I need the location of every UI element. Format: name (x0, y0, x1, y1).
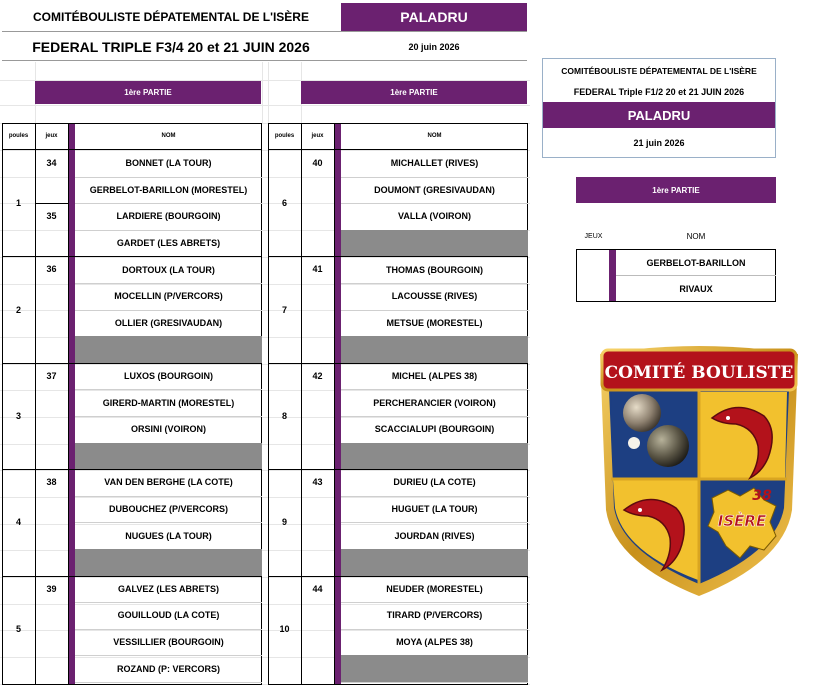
crest-region-text: ISÈRE (717, 512, 767, 530)
final-competition-title: FEDERAL Triple F1/2 20 et 21 JUIN 2026 (573, 86, 745, 97)
left-team-name: OLLIER (GRESIVAUDAN) (75, 310, 262, 338)
right-jeux-sep (334, 123, 335, 685)
final-purple-stripe (609, 250, 616, 301)
left-team-name: BONNET (LA TOUR) (75, 150, 262, 178)
right-poule-number: 7 (281, 304, 287, 315)
left-jeux-line (35, 203, 68, 204)
left-team-name: VAN DEN BERGHE (LA COTE) (75, 469, 262, 497)
competition-title: FEDERAL TRIPLE F3/4 20 et 21 JUIN 2026 (32, 38, 310, 55)
right-team-name: SCACCIALUPI (BOURGOIN) (341, 416, 528, 444)
right-empty-slot (341, 549, 528, 577)
left-jeux-number: 36 (46, 264, 57, 275)
left-empty-slot (75, 549, 262, 577)
left-team-name: DUBOUCHEZ (P/VERCORS) (75, 496, 262, 524)
comite-bouliste-crest (594, 340, 804, 600)
right-poule-number: 9 (281, 517, 287, 528)
right-jeux-number: 44 (312, 583, 323, 594)
left-team-name: LUXOS (BOURGOIN) (75, 363, 262, 391)
left-poule-number: 3 (15, 411, 21, 421)
left-team-name: LARDIERE (BOURGOIN) (75, 203, 262, 231)
right-poule-sep (301, 123, 302, 685)
right-team-name: NEUDER (MORESTEL) (341, 576, 528, 604)
left-team-name: GIRERD-MARTIN (MORESTEL) (75, 389, 262, 417)
left-poule-number: 4 (15, 517, 21, 528)
left-jeux-number: 37 (46, 370, 57, 381)
crest-quadrant-tr (700, 392, 787, 478)
left-team-name: MOCELLIN (P/VERCORS) (75, 283, 262, 311)
left-team-name: NUGUES (LA TOUR) (75, 522, 262, 550)
right-jeux-header: jeux (311, 133, 324, 139)
left-poule-number: 2 (15, 304, 21, 315)
cochonnet-icon (628, 437, 640, 449)
right-team-name: MICHEL (ALPES 38) (341, 363, 528, 391)
left-team-name: GERBELOT-BARILLON (MORESTEL) (75, 177, 262, 205)
final-org-title: COMITÉBOULISTE DÉPATEMENTAL DE L'ISÈRE (561, 66, 757, 76)
right-empty-slot (341, 443, 528, 471)
left-jeux-number: 34 (46, 158, 57, 168)
competition-date: 20 juin 2026 (408, 41, 460, 52)
right-poule-number: 6 (281, 198, 287, 209)
left-purple-stripe (68, 123, 75, 685)
right-empty-slot (341, 230, 528, 258)
right-team-name: PERCHERANCIER (VOIRON) (341, 389, 528, 417)
left-team-name: VESSILLIER (BOURGOIN) (75, 629, 262, 657)
right-partie-bar: 1ère PARTIE (301, 81, 527, 104)
left-nom-header: NOM (161, 133, 176, 139)
right-poules-header: poules (274, 133, 295, 139)
right-team-name: METSUE (MORESTEL) (341, 310, 528, 338)
left-empty-slot (75, 443, 262, 471)
left-team-name: DORTOUX (LA TOUR) (75, 256, 262, 284)
right-purple-stripe (334, 123, 341, 685)
boule-icon (647, 425, 689, 467)
left-draw-table (2, 123, 262, 685)
right-team-name: MICHALLET (RIVES) (341, 150, 528, 178)
final-location-banner: PALADRU (543, 102, 775, 128)
final-name-2: RIVAUX (679, 283, 713, 294)
left-poule-number: 5 (15, 623, 21, 634)
right-jeux-number: 43 (312, 477, 323, 488)
left-poule-number: 1 (15, 198, 21, 209)
right-jeux-number: 40 (312, 158, 323, 168)
right-jeux-number: 41 (312, 264, 323, 275)
right-nom-header: NOM (427, 133, 442, 139)
left-team-name: ORSINI (VOIRON) (75, 416, 262, 444)
left-jeux-number: 35 (46, 211, 57, 222)
left-poules-header: poules (8, 133, 29, 139)
org-title: COMITÉBOULISTE DÉPATEMENTAL DE L'ISÈRE (33, 10, 309, 24)
right-team-name: JOURDAN (RIVES) (341, 522, 528, 550)
location-banner: PALADRU (341, 3, 527, 31)
right-poule-number: 10 (279, 623, 290, 634)
right-empty-slot (341, 336, 528, 364)
final-name-1: GERBELOT-BARILLON (646, 257, 746, 268)
right-team-name: DOUMONT (GRESIVAUDAN) (341, 177, 528, 205)
right-team-name: THOMAS (BOURGOIN) (341, 256, 528, 284)
left-team-name: GALVEZ (LES ABRETS) (75, 576, 262, 604)
left-jeux-sep (68, 123, 69, 685)
left-empty-slot (75, 336, 262, 364)
right-team-name: LACOUSSE (RIVES) (341, 283, 528, 311)
right-draw-table (268, 123, 528, 685)
left-jeux-number: 39 (46, 583, 57, 594)
left-team-name: ROZAND (P: VERCORS) (75, 655, 262, 683)
final-jeux-header: JEUX (584, 232, 603, 240)
left-partie-bar: 1ère PARTIE (35, 81, 261, 104)
crest-number-text: 38 (752, 488, 772, 504)
left-jeux-number: 38 (46, 477, 57, 488)
left-team-name: GOUILLOUD (LA COTE) (75, 602, 262, 630)
boule-icon (623, 394, 661, 432)
right-team-name: TIRARD (P/VERCORS) (341, 602, 528, 630)
right-poule-number: 8 (281, 411, 287, 421)
right-empty-slot (341, 655, 528, 683)
crest-title-text: COMITÉ BOULISTE (604, 363, 794, 383)
right-team-name: MOYA (ALPES 38) (341, 629, 528, 657)
final-partie-bar: 1ère PARTIE (576, 177, 776, 203)
final-nom-header: NOM (686, 231, 706, 241)
left-team-name: GARDET (LES ABRETS) (75, 230, 262, 258)
right-team-name: VALLA (VOIRON) (341, 203, 528, 231)
final-date: 21 juin 2026 (633, 138, 685, 148)
right-team-name: HUGUET (LA TOUR) (341, 496, 528, 524)
right-jeux-number: 42 (312, 370, 323, 381)
right-team-name: DURIEU (LA COTE) (341, 469, 528, 497)
left-jeux-header: jeux (45, 133, 58, 139)
